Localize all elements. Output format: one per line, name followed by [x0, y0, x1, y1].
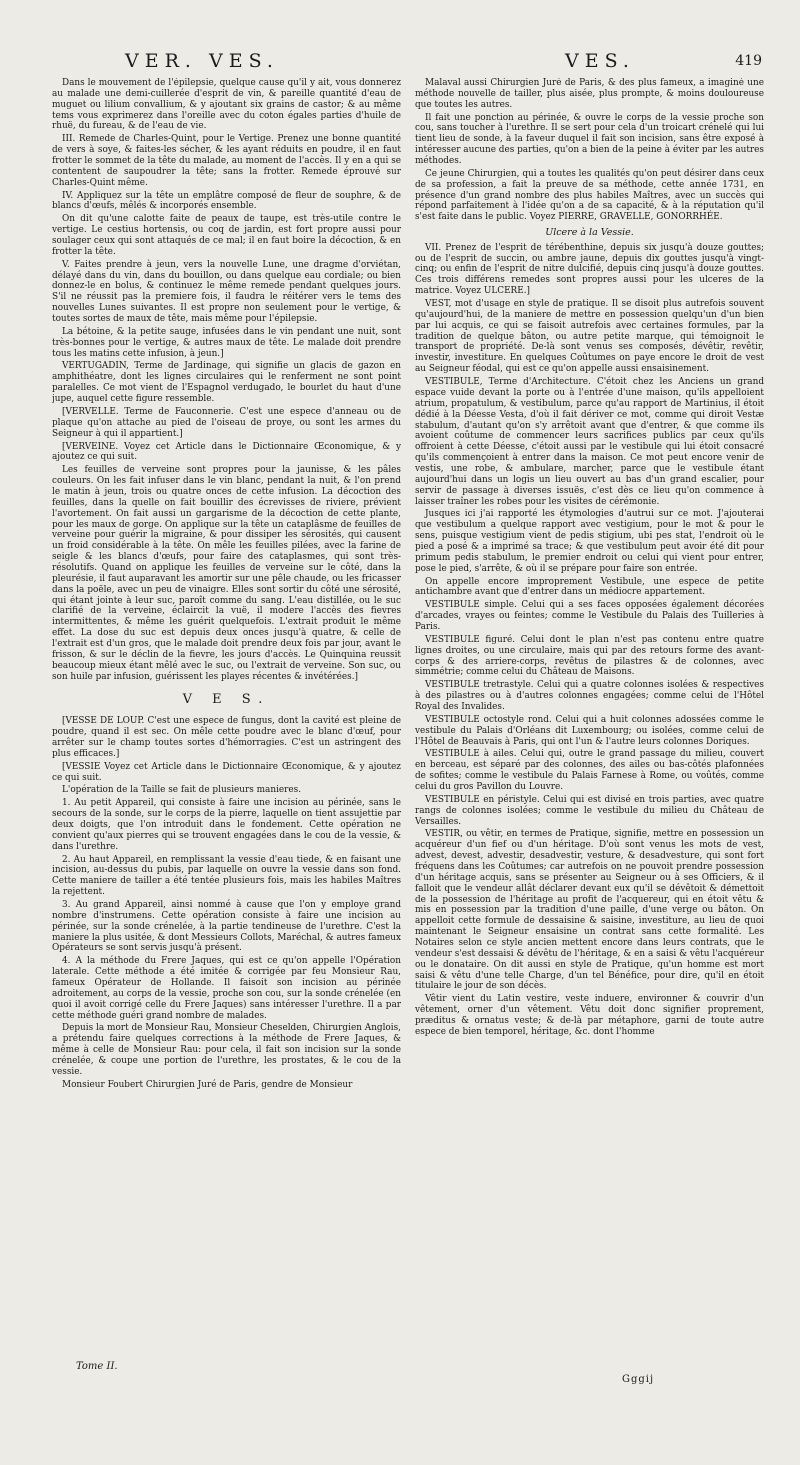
paragraph: VESTIBULE, Terme d'Architecture. C'étoit chez les Anciens un grand espace vuide devant la porte ou à l'entrée d'une maison, qu'ils appelloient atrium, propatulum, & vestibulum, parce qu'au rapport de Martinius, il étoit dédié à la Déesse Vesta, d'où il fait dériver ce mot, comme qui diroit Vestæ stabulum, d'autant qu'on s'y arrêtoit avant que d'entrer, & que comme ils avoient coûtume de commencer leurs sacrifices publics par ceux qu'ils offroient à cette Déesse, c'étoit aussi par le vestibule qui lui étoit consacré qu'ils commençoient à entrer dans la maison. Ce mot peut encore venir de vestis, une robe, & ambulare, marcher, parce que le vestibule étant aujourd'hui dans un logis un lieu ouvert au bas d'un grand escalier, pour servir de passage à diverses issuës, c'est dès ce lieu qu'on commence à laisser traîner les robes pour les visites de cérémonie.: [415, 377, 764, 507]
left-column: [52, 78, 401, 1355]
paragraph: VEST, mot d'usage en style de pratique. Il se disoit plus autrefois souvent qu'aujourd'hui, de la maniere de mettre en possession quelqu'un d'un bien par lui acquis, ce qui se faisoit autrefois avec certaines formules, par la tradition de quelque bâton, ou autre petite marque, qui témoignoit le transport de propriété. De-là sont venus ses composés, dévêtir, revêtir, investir, investiture. En quelques Coûtumes on paye encore le droit de vest au Seigneur féodal, qui est ce qu'on appelle aussi ensaisinement.: [415, 299, 764, 375]
paragraph: Monsieur Foubert Chirurgien Juré de Paris, gendre de Monsieur: [62, 1079, 353, 1090]
paragraph: VESTIBULE octostyle rond. Celui qui a huit colonnes adossées comme le vestibule du Palais d'Orléans dit Luxembourg; ou isolées, comme celui de l'Hôtel de Beauvais à Paris, qui ont l'un & l'autre leurs colonnes Doriques.: [415, 714, 764, 747]
paragraph: On dit qu'une calotte faite de peaux de taupe, est très-utile contre le vertige. Le cestius hortensis, ou coq de jardin, est fort propre aussi pour soulager ceux qui sont attaqués de ce mal; il en faut boire la décoction, & en frotter la tête.: [52, 214, 401, 257]
paragraph: Il fait une ponction au périnée, & ouvre le corps de la vessie proche son cou, sans toucher à l'urethre. Il se sert pour cela d'un troicart crénelé qui lui tient lieu de sonde, à la faveur duquel il fait son incision, sans être exposé à intéresser aucune des parties, qu'on a bien de la peine à éviter par les autres méthodes.: [415, 112, 764, 167]
paragraph: [VESSIE Voyez cet Article dans le Dictionnaire Œconomique, & y ajoutez ce qui suit.: [52, 761, 401, 783]
paragraph: Dans le mouvement de l'épilepsie, quelque cause qu'il y ait, vous donnerez au malade une demi-cuillerée d'esprit de vin, & pareille quantité d'eau de muguet ou lilium convallium, & y ajoutant six grains de castor; & au même tems vous exprimerez dans l'oreille avec du coton égales parties d'huile de rhuë, du fureau, & de l'eau de vie.: [52, 78, 401, 132]
paragraph: Depuis la mort de Monsieur Rau, Monsieur Cheselden, Chirurgien Anglois, a prétendu faire quelques corrections à la méthode de Frere Jaques, & même à celle de Monsieur Rau: pour cela, il fait son incision sur la sonde crénelée, & coupe une portion de l'urethre, les prostates, & le cou de la vessie.: [52, 1023, 401, 1077]
paragraph: IV. Appliquez sur la tête un emplâtre composé de fleur de souphre, & de blancs d'œufs, mêlés & incorporés ensemble.: [52, 190, 401, 212]
paragraph: 2. Au haut Appareil, en remplissant la vessie d'eau tiede, & en faisant une incision, au-dessus du pubis, par laquelle on ouvre la vessie dans son fond. Cette maniere de tailler a été tentée plusieurs fois, mais les habiles Maîtres la rejettent.: [52, 854, 401, 898]
paragraph: [VERVEINE. Voyez cet Article dans le Dictionnaire Œconomique, & y ajoutez ce qui suit.: [52, 441, 401, 463]
paragraph: Ce jeune Chirurgien, qui a toutes les qualités qu'on peut désirer dans ceux de sa profession, a fait la preuve de sa méthode, cette année 1731, en présence d'un grand nombre des plus habiles Maîtres, avec un succès qui répond parfaitement à l'idée qu'on a de sa capacité, & à la réputation qu'il s'est faite dans le public. Voyez PIERRE, GRAVELLE, GONORRHÉE.: [415, 168, 764, 223]
paragraph: [VESSE DE LOUP. C'est une espece de fungus, dont la cavité est pleine de poudre, quand il est sec. On mêle cette poudre avec le blanc d'œuf, pour arrêter sur le champ toutes sortes d'hémorragies. C'est un astringent des plus efficaces.]: [52, 716, 401, 759]
paragraph: Vêtir vient du Latin vestire, veste induere, environner & couvrir d'un vêtement, orner d'un vêtement. Vêtu doit donc signifier proprement, præditus & ornatus veste; & de-là par métaphore, garni de toute autre espece de bien temporel, héritage, &c. dont l'homme: [415, 994, 764, 1037]
running-head-left: VER. VES.: [125, 50, 279, 72]
paragraph: VESTIBULE simple. Celui qui a ses faces opposées également décorées d'arcades, vrayes ou feintes; comme le Vestibule du Palais des Tuilleries à Paris.: [415, 600, 764, 632]
paragraph: On appelle encore improprement Vestibule, une espece de petite antichambre avant que d'entrer dans un médiocre appartement.: [415, 576, 764, 598]
paragraph: V. Faites prendre à jeun, vers la nouvelle Lune, une dragme d'orviétan, délayé dans du vin, dans du bouillon, ou dans quelque eau cordiale; ou bien donnez-le en bolus, & continuez le même remede pendant quelques jours. S'il ne réussit pas la premiere fois, il faudra le réitérer vers le tems des nouvelles Lunes suivantes. Il est propre non seulement pour le vertige, & toutes sortes de maux de tête, mais même pour l'épilepsie.: [52, 259, 401, 325]
paragraph: La bétoine, & la petite sauge, infusées dans le vin pendant une nuit, sont très-bonnes pour le vertige, & autres maux de tête. Le malade doit prendre tous les matins cette infusion, à jeun.]: [52, 326, 401, 359]
paragraph: 3. Au grand Appareil, ainsi nommé à cause que l'on y employe grand nombre d'instrumens. Cette opération consiste à faire une incision au périnée, sur la sonde crénelée, à la partie tendineuse de l'urethre. C'est la maniere la plus usitée, & dont Messieurs Collots, Maréchal, & autres fameux Opérateurs se sont servis jusqu'à présent.: [52, 900, 401, 954]
right-column: [415, 78, 764, 1355]
paragraph: III. Remede de Charles-Quint, pour le Vertige. Prenez une bonne quantité de vers à soye, & faites-les sécher, & les ayant réduits en poudre, il en faut frotter le sommet de la tête du malade, au moment de l'accès. Il y en a qui se contentent de saupoudrer la tête; sans la frotter. Remede éprouvé sur Charles-Quint même.: [52, 134, 401, 188]
paragraph: L'opération de la Taille se fait de plusieurs manieres.: [62, 785, 302, 796]
paragraph: VESTIR, ou vêtir, en termes de Pratique, signifie, mettre en possession un acquéreur d'un fief ou d'un héritage. D'où sont venus les mots de vest, advest, devest, advestir, desadvestir, vesture, & desadvesture, qui sont fort fréquens dans les Coûtumes; car autrefois on ne pouvoit prendre possession d'un héritage acquis, sans se présenter au Seigneur ou à ses Officiers, & il falloit que le vendeur allât déclarer devant eux qu'il se dévêtoit & démettoit de la possession de l'héritage au profit de l'acquereur, qui en étoit vêtu & mis en possession par la tradition d'une paille, d'une verge ou bâton. On appelloit cette formule de dessaisine & saisine, investiture, au lieu de quoi maintenant le Seigneur ensaisine un contrat sans cette formalité. Les Notaires selon ce style ancien mettent encore dans leurs contrats, que le vendeur s'est dessaisi & dévêtu de l'héritage, & en a saisi & vêtu l'acquéreur ou le donataire. On dit aussi en style de Pratique, qu'un homme est mort saisi & vêtu d'une telle Charge, d'un tel Bénéfice, pour dire, qu'il en étoit titulaire le jour de son décès.: [415, 829, 764, 992]
paragraph: 4. A la méthode du Frere Jaques, qui est ce qu'on appelle l'Opération laterale. Cette méthode a été imitée & corrigée par feu Monsieur Rau, fameux Opérateur de Hollande. Il faisoit son incision au périnée adroitement, au corps de la vessie, proche son cou, sur la sonde crénelée (en quoi il avoit corrigé celle du Frere Jaques) sans intéresser l'urethre. Il a par cette méthode guéri grand nombre de malades.: [52, 956, 401, 1021]
volume-signature: Tome II.: [76, 1361, 118, 1372]
paragraph: Malaval aussi Chirurgien Juré de Paris, & des plus fameux, a imaginé une méthode nouvelle de tailler, plus aisée, plus prompte, & moins douloureuse que toutes les autres.: [415, 78, 764, 110]
section-heading: V E S.: [182, 692, 271, 708]
paragraph: VII. Prenez de l'esprit de térébenthine, depuis six jusqu'à douze gouttes; ou de l'esprit de succin, ou ambre jaune, depuis dix gouttes jusqu'à vingt-cinq; ou enfin de l'esprit de nitre dulcifié, depuis cinq jusqu'à douze gouttes. Ces trois différens remedes sont propres aussi pour les ulceres de la matrice. Voyez ULCERE.]: [415, 242, 764, 297]
subsection-heading: Ulcere à la Vessie.: [545, 227, 634, 239]
running-head-right: VES.: [565, 50, 635, 72]
paragraph: Les feuilles de verveine sont propres pour la jaunisse, & les pâles couleurs. On les fait infuser dans le vin blanc, pendant la nuit, & l'on prend le matin à jeun, trois ou quatre onces de cette infusion. La décoction des feuilles, dans la quelle on fait bouillir des écrevisses de riviere, prévient l'avortement. On fait aussi un gargarisme de la décoction de cette plante, pour les maux de gorge. On applique sur la tête un cataplâsme de feuilles de verveine pour guérir la migraine, & pour dissiper les sérosités, qui causent un froid considérable à la tête. On mêle les feuilles pilées, avec la farine de seigle & les blancs d'œufs, pour faire des cataplasmes, qui sont très-résolutifs. Quand on applique les feuilles de verveine sur le côté, dans la pleurésie, il faut auparavant les amortir sur une pêle chaude, ou les fricasser dans la poële, avec un peu de vinaigre. Elles sont sortir du côté une sérosité, qui étant jointe à leur suc, paroît comme du sang. L'eau distillée, ou le suc clarifié de la verveine, éclaircit la vuë, il modere l'accès des fievres intermittentes, & même les guérit quelquefois. L'extrait produit le même effet. La dose du suc est depuis deux onces jusqu'à quatre, & celle de l'extrait est d'un gros, que le malade doit prendre deux fois par jour, avant le frisson, & sur le déclin de la fievre, les jours d'accès. Le Quinquina reussit beaucoup mieux étant mêlé avec le suc, ou l'extrait de verveine. Son suc, ou son huile par infusion, guérissent les playes récentes & invétérées.]: [52, 465, 401, 682]
page-number: 419: [735, 53, 762, 69]
paragraph: VESTIBULE en péristyle. Celui qui est divisé en trois parties, avec quatre rangs de colonnes isolées; comme le vestibule du milieu du Château de Versailles.: [415, 794, 764, 827]
signature-mark: Gggij: [622, 1374, 655, 1385]
paragraph: VESTIBULE figuré. Celui dont le plan n'est pas contenu entre quatre lignes droites, ou une circulaire, mais qui par des retours forme des avant-corps & des arriere-corps, revêtus de pilastres & de colonnes, avec simmétrie; comme celui du Château de Maisons.: [415, 634, 764, 678]
paragraph: VESTIBULE à ailes. Celui qui, outre le grand passage du milieu, couvert en berceau, est séparé par des colonnes, des ailes ou bas-côtés plafonnées de sofites; comme le vestibule du Palais Farnese à Rome, ou voûtés, comme celui du gros Pavillon du Louvre.: [415, 749, 764, 792]
paragraph: [VERVELLE. Terme de Fauconnerie. C'est une espece d'anneau ou de plaque qu'on attache au pied de l'oiseau de proye, ou sont les armes du Seigneur à qui il appartient.]: [52, 406, 401, 439]
paragraph: VESTIBULE tretrastyle. Celui qui a quatre colonnes isolées & respectives à des pilastres ou à d'autres colonnes engagées; comme celui de l'Hôtel Royal des Invalides.: [415, 680, 764, 712]
paragraph: 1. Au petit Appareil, qui consiste à faire une incision au périnée, sans le secours de la sonde, sur le corps de la pierre, laquelle on tient assujettie par deux doigts, que l'on introduit dans le fondement. Cette opération ne convient qu'aux pierres qui se trouvent engagées dans le cou de la vessie, & dans l'urethre.: [52, 798, 401, 852]
paragraph: Jusques ici j'ai rapporté les étymologies d'autrui sur ce mot. J'ajouterai que vestibulum a quelque rapport avec vestigium, pour le mot & pour le sens, puisque vestigium vient de pedis stigium, ubi pes stat, l'endroit où le pied a posé & a imprimé sa trace; & que vestibulum peut avoir été dit pour primum pedis stabulum, le premier endroit ou celui qui vient pour entrer, pose le pied, s'arrête, & où il se prépare pour faire son entrée.: [415, 509, 764, 574]
paragraph: VERTUGADIN, Terme de Jardinage, qui signifie un glacis de gazon en amphithéatre, dont les lignes circulaires qui le renferment ne sont point paralelles. Ce mot vient de l'Espagnol verdugado, le bourlet du haut d'une jupe, auquel cette figure ressemble.: [52, 361, 401, 405]
text-columns: [52, 78, 764, 1355]
